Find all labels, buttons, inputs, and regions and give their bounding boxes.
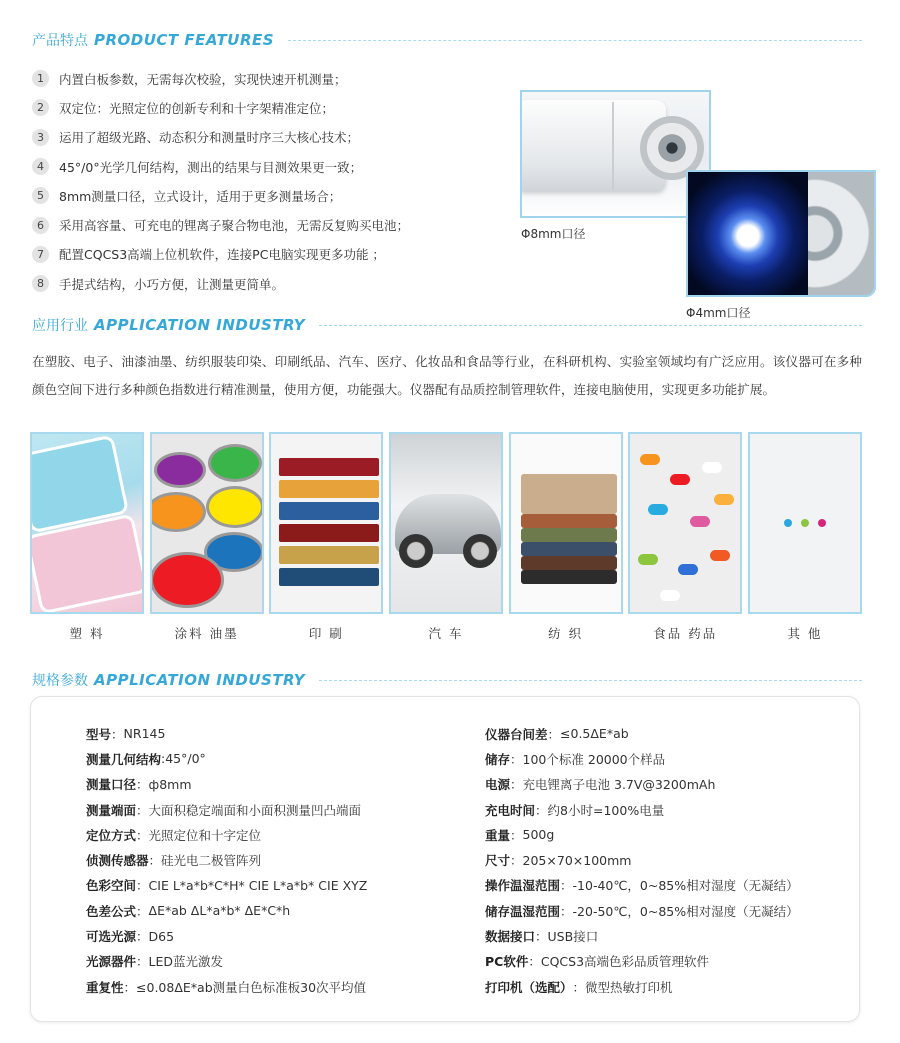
industry-label: 印 刷 xyxy=(308,626,344,641)
spec-row xyxy=(86,949,367,974)
spec-value: ΔE*ab ΔL*a*b* ΔE*C*h xyxy=(148,903,291,919)
specs-right-column xyxy=(485,721,799,999)
books-image xyxy=(269,432,383,614)
spec-value: NR145 xyxy=(123,726,166,742)
spec-row xyxy=(86,721,367,746)
spec-value: 约8小时=100%电量 xyxy=(547,802,665,818)
blue-light-aperture xyxy=(688,172,808,295)
spec-row xyxy=(485,873,799,898)
industry-card-paint-ink xyxy=(150,432,264,642)
features-title-cn: 产品特点 xyxy=(32,33,88,49)
specs-title-cn: 规格参数 xyxy=(32,673,88,689)
spec-key: 重量 xyxy=(485,827,511,843)
spec-sep: ： xyxy=(560,878,573,894)
spec-row xyxy=(86,847,367,872)
spec-key: 尺寸 xyxy=(485,853,511,869)
features-header xyxy=(32,30,862,50)
spec-value: -10-40℃，0~85%相对湿度（无凝结） xyxy=(572,878,799,894)
divider xyxy=(319,325,862,326)
feature-text: 45°/0°光学几何结构，测出的结果与目测效果更一致； xyxy=(59,159,363,175)
spec-row xyxy=(485,822,799,847)
divider xyxy=(288,40,862,41)
spec-sep: ： xyxy=(136,827,149,843)
spec-key: 仪器台间差 xyxy=(485,726,548,742)
spec-sep: ： xyxy=(136,929,149,945)
spec-sep: ： xyxy=(528,954,541,970)
feature-item xyxy=(32,181,512,210)
spec-value: ≤0.08ΔE*ab测量白色标准板30次平均值 xyxy=(136,979,367,995)
application-description: 在塑胶、电子、油漆油墨、纺织服装印染、印刷纸品、汽车、医疗、化妆品和食品等行业，在科研机构、实验室领域均有广泛应用。该仪器可在多种颜色空间下进行多种颜色指数进行精准测量，使用方便，功能强大。仪器配有品质控制管理软件，连接电脑使用，实现更多功能扩展。 xyxy=(32,354,862,397)
spec-sep: ： xyxy=(136,954,149,970)
spec-value: 光照定位和十字定位 xyxy=(148,827,262,843)
feature-number: 8 xyxy=(32,275,49,292)
spec-key: 充电时间 xyxy=(485,802,536,818)
spec-key: 测量几何结构 xyxy=(86,751,162,767)
spec-key: 数据接口 xyxy=(485,929,536,945)
other-image xyxy=(748,432,862,614)
spec-row xyxy=(485,974,799,999)
magenta-dot xyxy=(818,519,826,527)
spec-row xyxy=(485,923,799,948)
spec-sep: ： xyxy=(148,853,162,869)
features-title-en: PRODUCT FEATURES xyxy=(94,31,275,49)
spec-value: 充电锂离子电池 3.7V@3200mAh xyxy=(522,777,716,793)
spec-row xyxy=(86,898,367,923)
feature-text: 8mm测量口径，立式设计，适用于更多测量场合； xyxy=(59,188,342,204)
feature-text: 配置CQCS3高端上位机软件，连接PC电脑实现更多功能 ； xyxy=(59,247,385,263)
feature-number: 4 xyxy=(32,158,49,175)
feature-item xyxy=(32,210,512,239)
spec-row xyxy=(86,772,367,797)
spec-key: 色差公式 xyxy=(86,903,137,919)
spec-sep: ： xyxy=(136,802,149,818)
spec-value: CIE L*a*b*C*H* CIE L*a*b* CIE XYZ xyxy=(148,877,368,893)
photo-caption-8mm: Φ8mm口径 xyxy=(521,227,586,241)
industry-card-textile xyxy=(509,432,623,642)
feature-text: 双定位：光照定位的创新专利和十字架精准定位； xyxy=(59,100,335,116)
spec-row xyxy=(485,898,799,923)
spec-sep: ： xyxy=(510,751,523,767)
spec-key: 储存 xyxy=(485,751,511,767)
car-image xyxy=(389,432,503,614)
spec-sep: ： xyxy=(510,853,523,869)
spec-key: PC软件 xyxy=(485,954,529,970)
spec-value: 205×70×100mm xyxy=(522,852,632,868)
device-photo-8mm xyxy=(520,90,711,218)
application-title-cn: 应用行业 xyxy=(32,318,88,334)
feature-text: 内置白板参数，无需每次校验，实现快速开机测量； xyxy=(59,71,347,87)
feature-item xyxy=(32,93,512,122)
spec-value: ф8mm xyxy=(148,776,192,792)
spec-value: CQCS3高端色彩品质管理软件 xyxy=(540,954,710,970)
industry-card-food-medicine xyxy=(628,432,742,642)
industry-card-other xyxy=(748,432,862,642)
specs-header xyxy=(32,670,862,690)
spec-sep: : xyxy=(161,751,166,767)
industry-label: 食品 药品 xyxy=(653,626,718,641)
spec-sep: ： xyxy=(547,726,561,742)
feature-number: 6 xyxy=(32,217,49,234)
spec-sep: ： xyxy=(535,802,548,818)
spec-sep: ： xyxy=(560,903,573,919)
spec-row xyxy=(485,746,799,771)
divider xyxy=(319,680,862,681)
blue-dot xyxy=(784,519,792,527)
feature-text: 手提式结构，小巧方便，让测量更简单。 xyxy=(59,276,285,292)
spec-value: USB接口 xyxy=(547,929,599,945)
industry-gallery xyxy=(30,432,862,642)
spec-sep: ： xyxy=(572,979,586,995)
spec-key: 侦测传感器 xyxy=(86,853,149,869)
spec-key: 色彩空间 xyxy=(86,878,137,894)
industry-card-plastic xyxy=(30,432,144,642)
feature-item xyxy=(32,123,512,152)
industry-label: 其 他 xyxy=(787,626,823,641)
application-header xyxy=(32,315,862,335)
industry-label: 塑 料 xyxy=(69,626,105,641)
feature-number: 2 xyxy=(32,99,49,116)
specs-panel xyxy=(30,696,860,1022)
spec-sep: ： xyxy=(123,979,137,995)
spec-key: 电源 xyxy=(485,777,511,793)
spec-sep: ： xyxy=(136,777,149,793)
spec-key: 定位方式 xyxy=(86,827,137,843)
pills-image xyxy=(628,432,742,614)
spec-value: 100个标准 20000个样品 xyxy=(522,751,666,767)
spec-row xyxy=(485,721,799,746)
spec-value: 500g xyxy=(522,827,555,843)
paint-cans-image xyxy=(150,432,264,614)
spec-key: 测量口径 xyxy=(86,777,137,793)
spec-sep: ： xyxy=(510,777,523,793)
spec-sep: ： xyxy=(136,903,149,919)
spec-row xyxy=(86,746,367,771)
feature-text: 运用了超级光路、动态积分和测量时序三大核心技术； xyxy=(59,130,360,146)
feature-number: 3 xyxy=(32,129,49,146)
spec-row xyxy=(86,873,367,898)
spec-row xyxy=(86,923,367,948)
spec-value: ≤0.5ΔE*ab xyxy=(560,726,629,742)
specs-left-column xyxy=(86,721,367,999)
feature-text: 采用高容量、可充电的锂离子聚合物电池，无需反复购买电池； xyxy=(59,218,410,234)
spec-key: 测量端面 xyxy=(86,802,137,818)
feature-item xyxy=(32,152,512,181)
spec-row xyxy=(86,822,367,847)
spec-sep: ： xyxy=(136,878,149,894)
feature-item xyxy=(32,269,512,298)
spec-key: 型号 xyxy=(86,726,112,742)
spec-key: 操作温湿范围 xyxy=(485,878,561,894)
spec-value: D65 xyxy=(148,928,175,944)
spec-value: 45°/0° xyxy=(165,751,206,767)
application-title-en: APPLICATION INDUSTRY xyxy=(94,316,306,334)
fabrics-image xyxy=(509,432,623,614)
spec-key: 重复性 xyxy=(86,979,124,995)
specs-title-en: APPLICATION INDUSTRY xyxy=(94,671,306,689)
spec-row xyxy=(86,797,367,822)
spec-key: 储存温湿范围 xyxy=(485,903,561,919)
spec-key: 光源器件 xyxy=(86,954,137,970)
feature-item xyxy=(32,240,512,269)
industry-card-printing xyxy=(269,432,383,642)
device-photo-4mm xyxy=(686,170,876,297)
feature-number: 5 xyxy=(32,187,49,204)
spec-sep: ： xyxy=(111,726,124,742)
spec-sep: ： xyxy=(510,827,523,843)
plastic-image xyxy=(30,432,144,614)
green-dot xyxy=(801,519,809,527)
spec-key: 打印机（选配） xyxy=(485,979,573,995)
spec-row xyxy=(485,797,799,822)
feature-number: 1 xyxy=(32,70,49,87)
industry-card-automotive xyxy=(389,432,503,642)
spec-row xyxy=(485,949,799,974)
industry-label: 涂料 油墨 xyxy=(174,626,239,641)
device-seam xyxy=(612,102,614,190)
spec-row xyxy=(485,847,799,872)
industry-label: 纺 织 xyxy=(548,626,584,641)
spec-row xyxy=(86,974,367,999)
features-list xyxy=(32,64,512,298)
metal-aperture xyxy=(808,172,876,295)
spec-sep: ： xyxy=(535,929,548,945)
spec-row xyxy=(485,772,799,797)
spec-value: 大面积稳定端面和小面积测量凹凸端面 xyxy=(148,802,362,818)
photo-caption-4mm: Φ4mm口径 xyxy=(686,306,751,320)
spec-value: 硅光电二极管阵列 xyxy=(161,853,262,869)
spec-value: 微型热敏打印机 xyxy=(585,979,673,995)
feature-item xyxy=(32,64,512,93)
spec-value: -20-50℃，0~85%相对湿度（无凝结） xyxy=(572,903,799,919)
feature-number: 7 xyxy=(32,246,49,263)
industry-label: 汽 车 xyxy=(428,626,464,641)
spec-value: LED蓝光激发 xyxy=(148,954,224,970)
spec-key: 可选光源 xyxy=(86,929,137,945)
